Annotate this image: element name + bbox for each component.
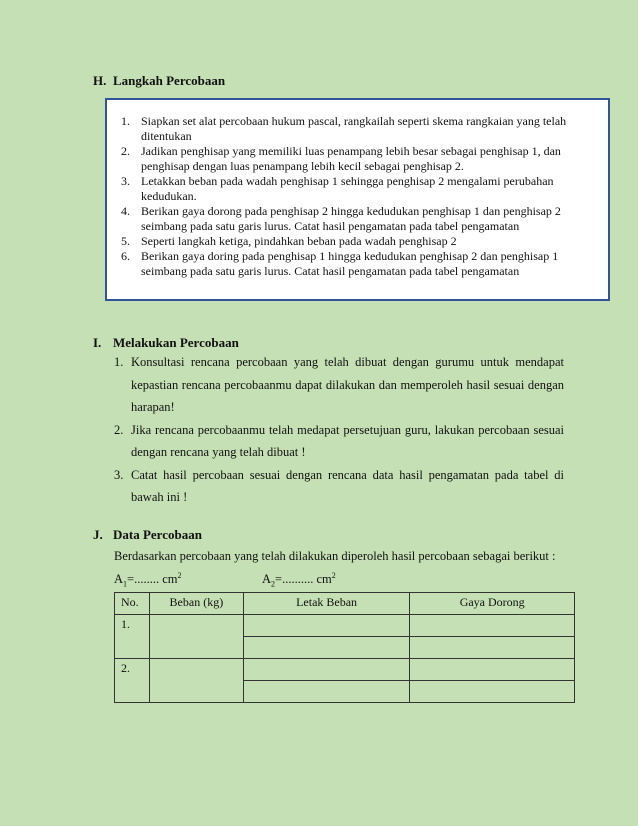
col-header-gaya-dorong: Gaya Dorong <box>410 593 575 615</box>
instruction-text: Jika rencana percobaanmu telah medapat persetujuan guru, lakukan percobaan sesuai dengan rencana yang telah dibuat ! <box>131 422 564 459</box>
step-number: 6. <box>121 249 130 263</box>
area-2-field <box>262 571 336 589</box>
instruction-item <box>114 419 564 464</box>
section-i-title: Melakukan Percobaan <box>113 335 239 350</box>
area-1-subscript: 1 <box>123 579 128 589</box>
gaya-dorong-cell[interactable] <box>410 637 575 659</box>
section-i-heading <box>93 335 239 351</box>
table-header-row <box>115 593 575 615</box>
row-number-cell: 2. <box>115 659 150 703</box>
section-j-heading <box>93 527 202 543</box>
gaya-dorong-cell[interactable] <box>410 681 575 703</box>
area-fields <box>114 571 574 589</box>
step-number: 2. <box>121 144 130 158</box>
letak-beban-cell[interactable] <box>243 681 410 703</box>
col-header-beban: Beban (kg) <box>149 593 243 615</box>
area-1-symbol: A <box>114 572 124 587</box>
col-header-no: No. <box>115 593 150 615</box>
instruction-text: Catat hasil percobaan sesuai dengan rencana data hasil pengamatan pada tabel di bawah ini ! <box>131 467 564 504</box>
procedure-steps-box <box>105 98 610 301</box>
instruction-number: 1. <box>114 355 124 369</box>
instruction-number: 2. <box>114 422 124 437</box>
step-number: 5. <box>121 234 130 248</box>
instruction-item <box>114 464 564 509</box>
step-number: 4. <box>121 204 130 218</box>
letak-beban-cell[interactable] <box>243 637 410 659</box>
table-row <box>115 615 575 637</box>
letak-beban-cell[interactable] <box>243 615 410 637</box>
data-intro-text: Berdasarkan percobaan yang telah dilakukan diperoleh hasil percobaan sebagai berikut : <box>114 549 556 563</box>
area-2-blank: =.......... cm <box>275 572 332 587</box>
section-h-title: Langkah Percobaan <box>113 73 226 88</box>
step-text: Siapkan set alat percobaan hukum pascal, rangkailah seperti skema rangkaian yang telah ditentukan <box>141 114 567 143</box>
procedure-step <box>121 114 594 144</box>
col-header-letak-beban: Letak Beban <box>243 593 410 615</box>
section-h-letter: H. <box>93 73 107 88</box>
section-j-letter: J. <box>93 527 103 542</box>
area-2-superscript: 2 <box>331 571 336 580</box>
instruction-item <box>114 351 564 419</box>
procedure-step <box>121 144 594 174</box>
step-text: Seperti langkah ketiga, pindahkan beban pada wadah penghisap 2 <box>141 234 457 248</box>
data-table <box>114 592 575 703</box>
step-text: Berikan gaya doring pada penghisap 1 hingga kedudukan penghisap 2 dan penghisap 1 seimbang pada satu garis lurus. Catat hasil pengamatan pada tabel pengamatan <box>141 249 559 278</box>
instruction-number: 3. <box>114 467 124 482</box>
procedure-step <box>121 204 594 234</box>
gaya-dorong-cell[interactable] <box>410 615 575 637</box>
step-number: 1. <box>121 114 130 128</box>
procedure-step <box>121 234 594 249</box>
step-text: Berikan gaya dorong pada penghisap 2 hingga kedudukan penghisap 1 dan penghisap 2 seimbang pada satu garis lurus. Catat hasil pengamatan pada tabel pengamatan <box>141 204 561 233</box>
section-i-letter: I. <box>93 335 102 350</box>
section-j-title: Data Percobaan <box>113 527 202 542</box>
step-text: Letakkan beban pada wadah penghisap 1 sehingga penghisap 2 mengalami perubahan kedudukan. <box>141 174 554 203</box>
area-1-blank: =........ cm <box>127 572 178 587</box>
area-1-superscript: 2 <box>177 571 182 580</box>
procedure-step <box>121 249 594 279</box>
experiment-instructions-list <box>114 351 564 509</box>
beban-cell[interactable] <box>149 615 243 659</box>
area-2-symbol: A <box>262 572 272 587</box>
letak-beban-cell[interactable] <box>243 659 410 681</box>
step-number: 3. <box>121 174 130 188</box>
gaya-dorong-cell[interactable] <box>410 659 575 681</box>
step-text: Jadikan penghisap yang memiliki luas penampang lebih besar sebagai penghisap 1, dan penghisap dengan luas penampang lebih kecil sebagai penghisap 2. <box>141 144 561 173</box>
section-h-heading <box>93 73 225 89</box>
procedure-steps-list <box>121 114 594 279</box>
row-number-cell: 1. <box>115 615 150 659</box>
area-2-subscript: 2 <box>271 579 276 589</box>
instruction-text: Konsultasi rencana percobaan yang telah dibuat dengan gurumu untuk mendapat kepastian rencana percobaanmu dapat dilakukan dan memperoleh hasil sesuai dengan harapan! <box>131 355 564 414</box>
area-1-field <box>114 571 182 589</box>
beban-cell[interactable] <box>149 659 243 703</box>
table-row <box>115 659 575 681</box>
procedure-step <box>121 174 594 204</box>
